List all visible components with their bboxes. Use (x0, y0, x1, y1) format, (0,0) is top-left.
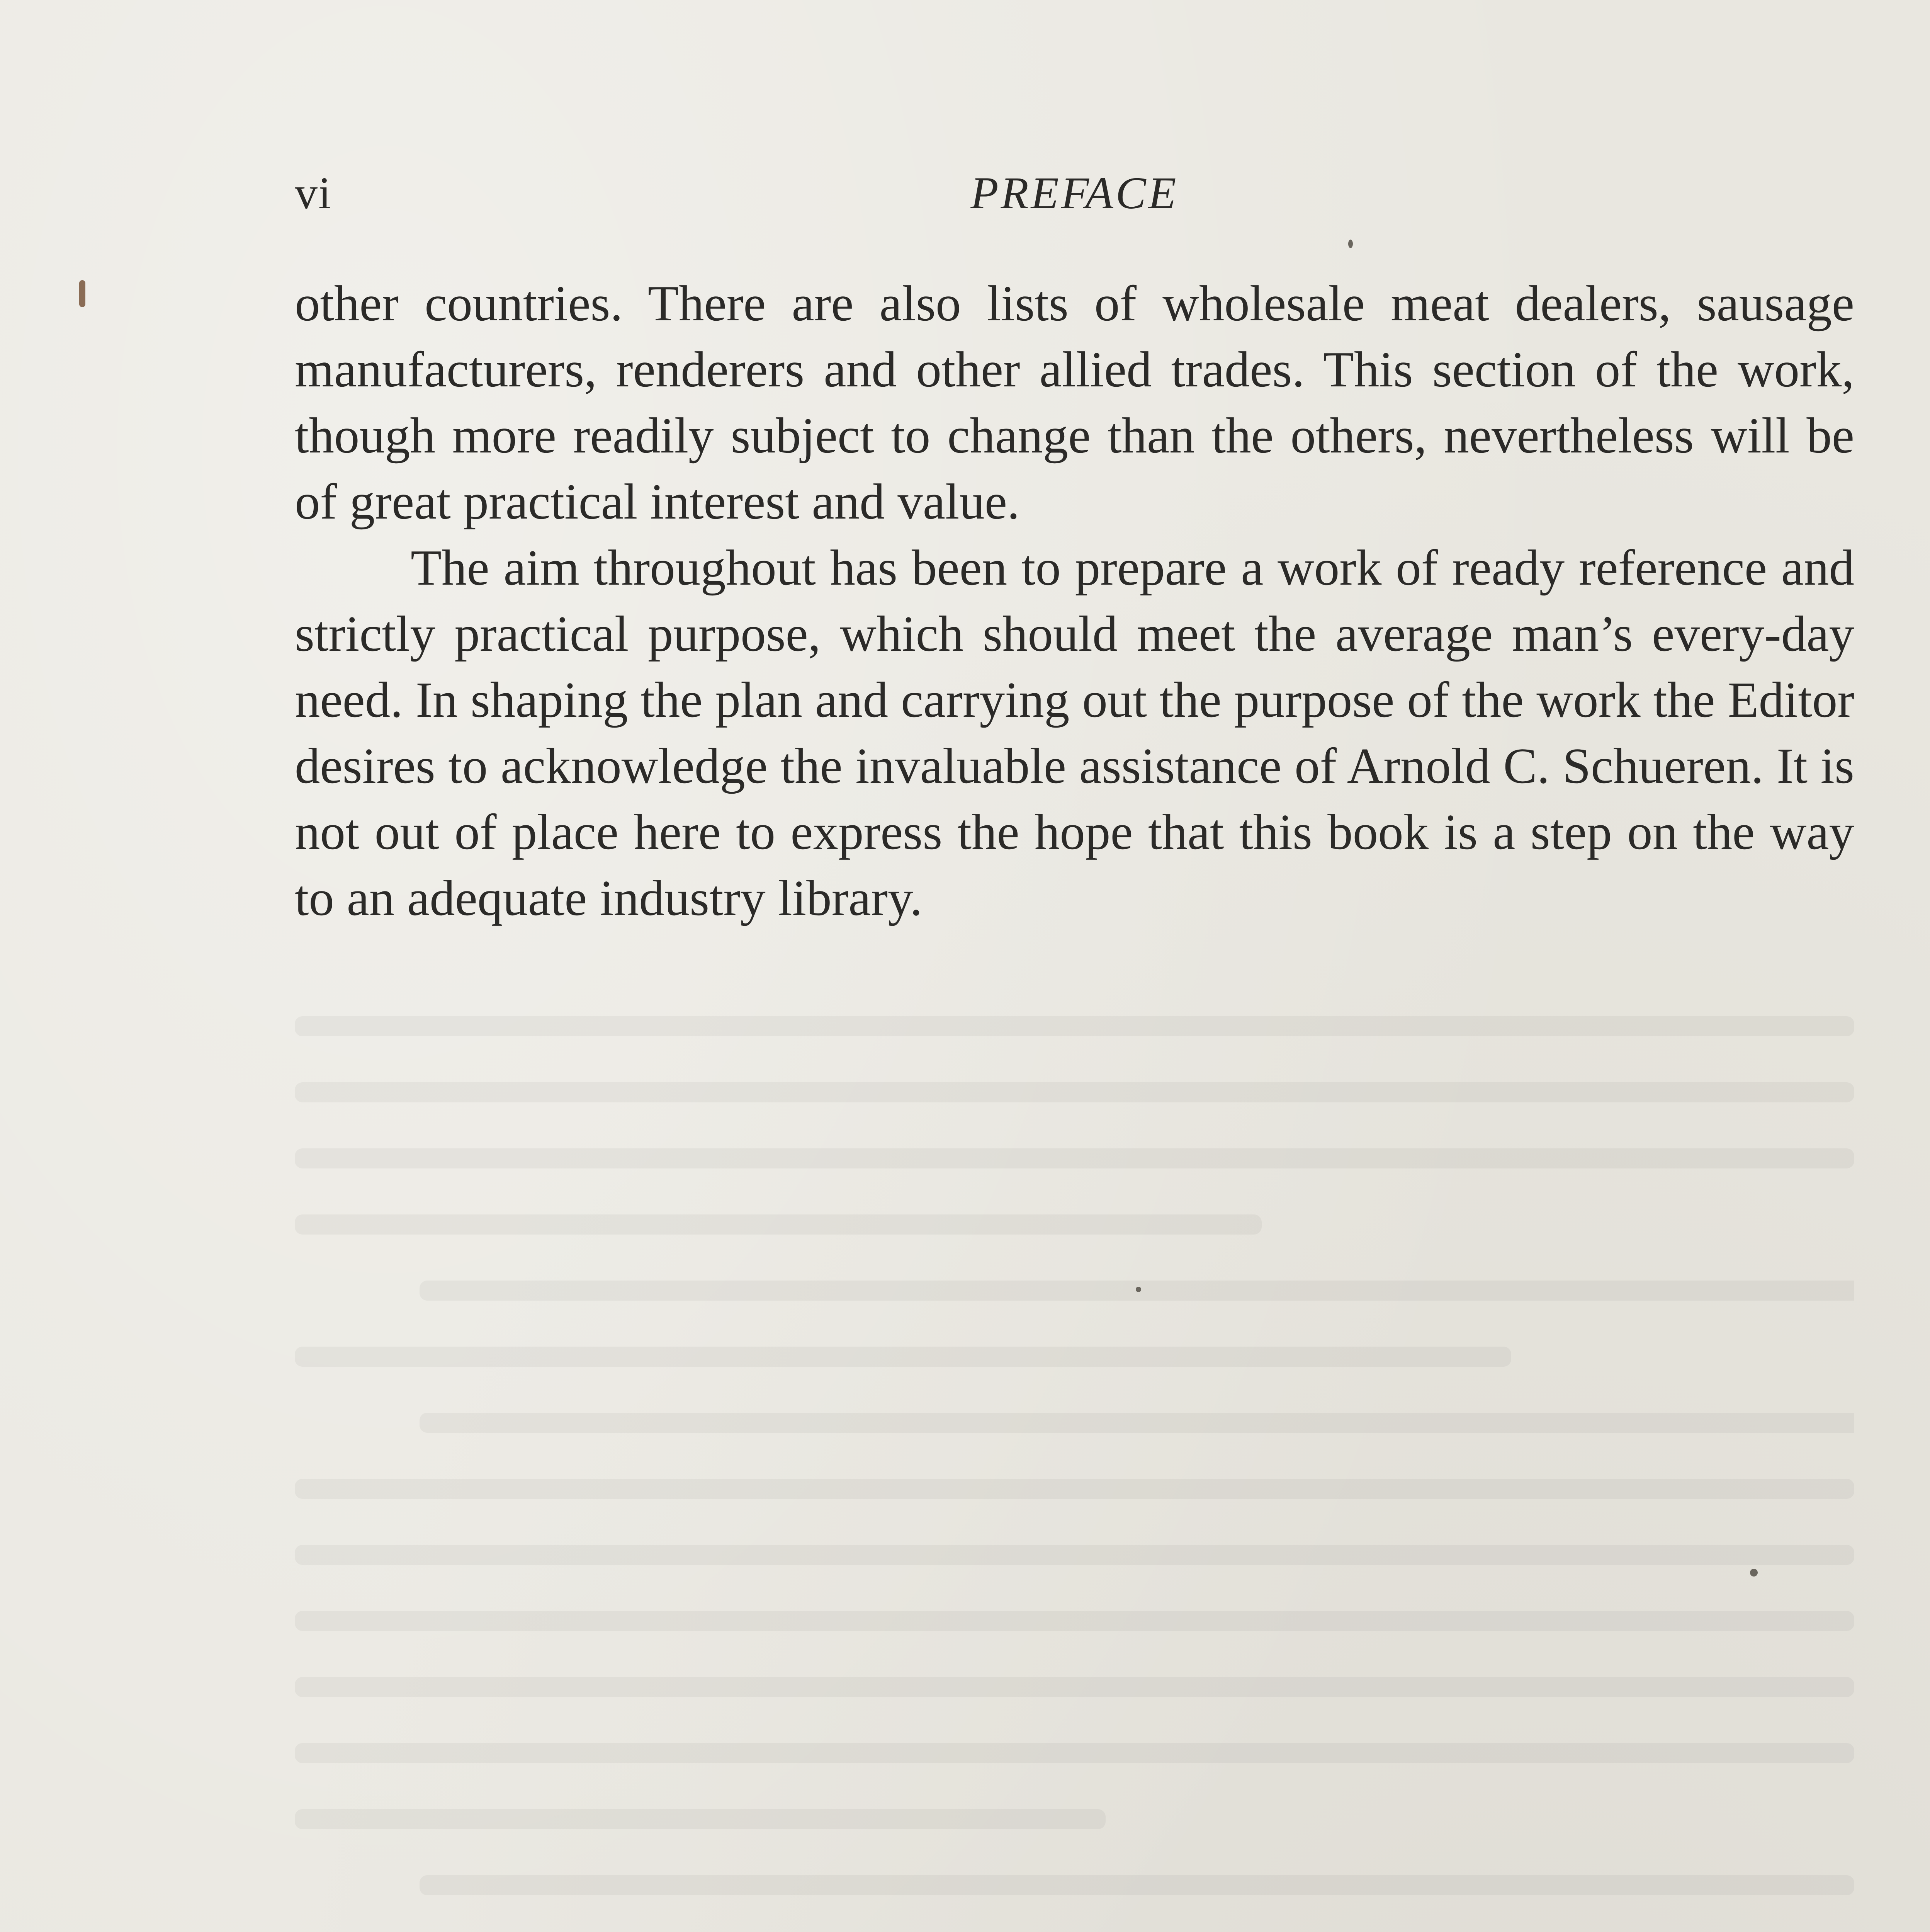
running-title: PREFACE (970, 168, 1179, 218)
page-number: vi (295, 168, 332, 218)
paragraph-aim: The aim throughout has been to prepare a work of ready reference and strictly practical purpose, which should meet the average man’s every-day need. In shaping the plan and carrying out the purpose of the work the Editor desires to acknowledge the invaluable assistance of Arnold C. Schueren. It is not out of place here to express the hope that this book is a step on the way to an adequate industry library. (295, 540, 1854, 926)
body-text (295, 270, 1854, 931)
page-header (295, 158, 1854, 228)
paper-speck (1750, 1569, 1758, 1577)
paper-speck (1136, 1287, 1141, 1292)
paragraph-continued: other countries. There are also lists of wholesale meat dealers, sausage manufacturers, renderers and other allied trades. This section of the work, though more readily subject to change than the others, nevertheless will be of great practical interest and value. (295, 276, 1854, 530)
paper-speck (1348, 240, 1353, 248)
show-through-text (295, 1016, 1854, 1932)
paper-speck (79, 280, 85, 307)
